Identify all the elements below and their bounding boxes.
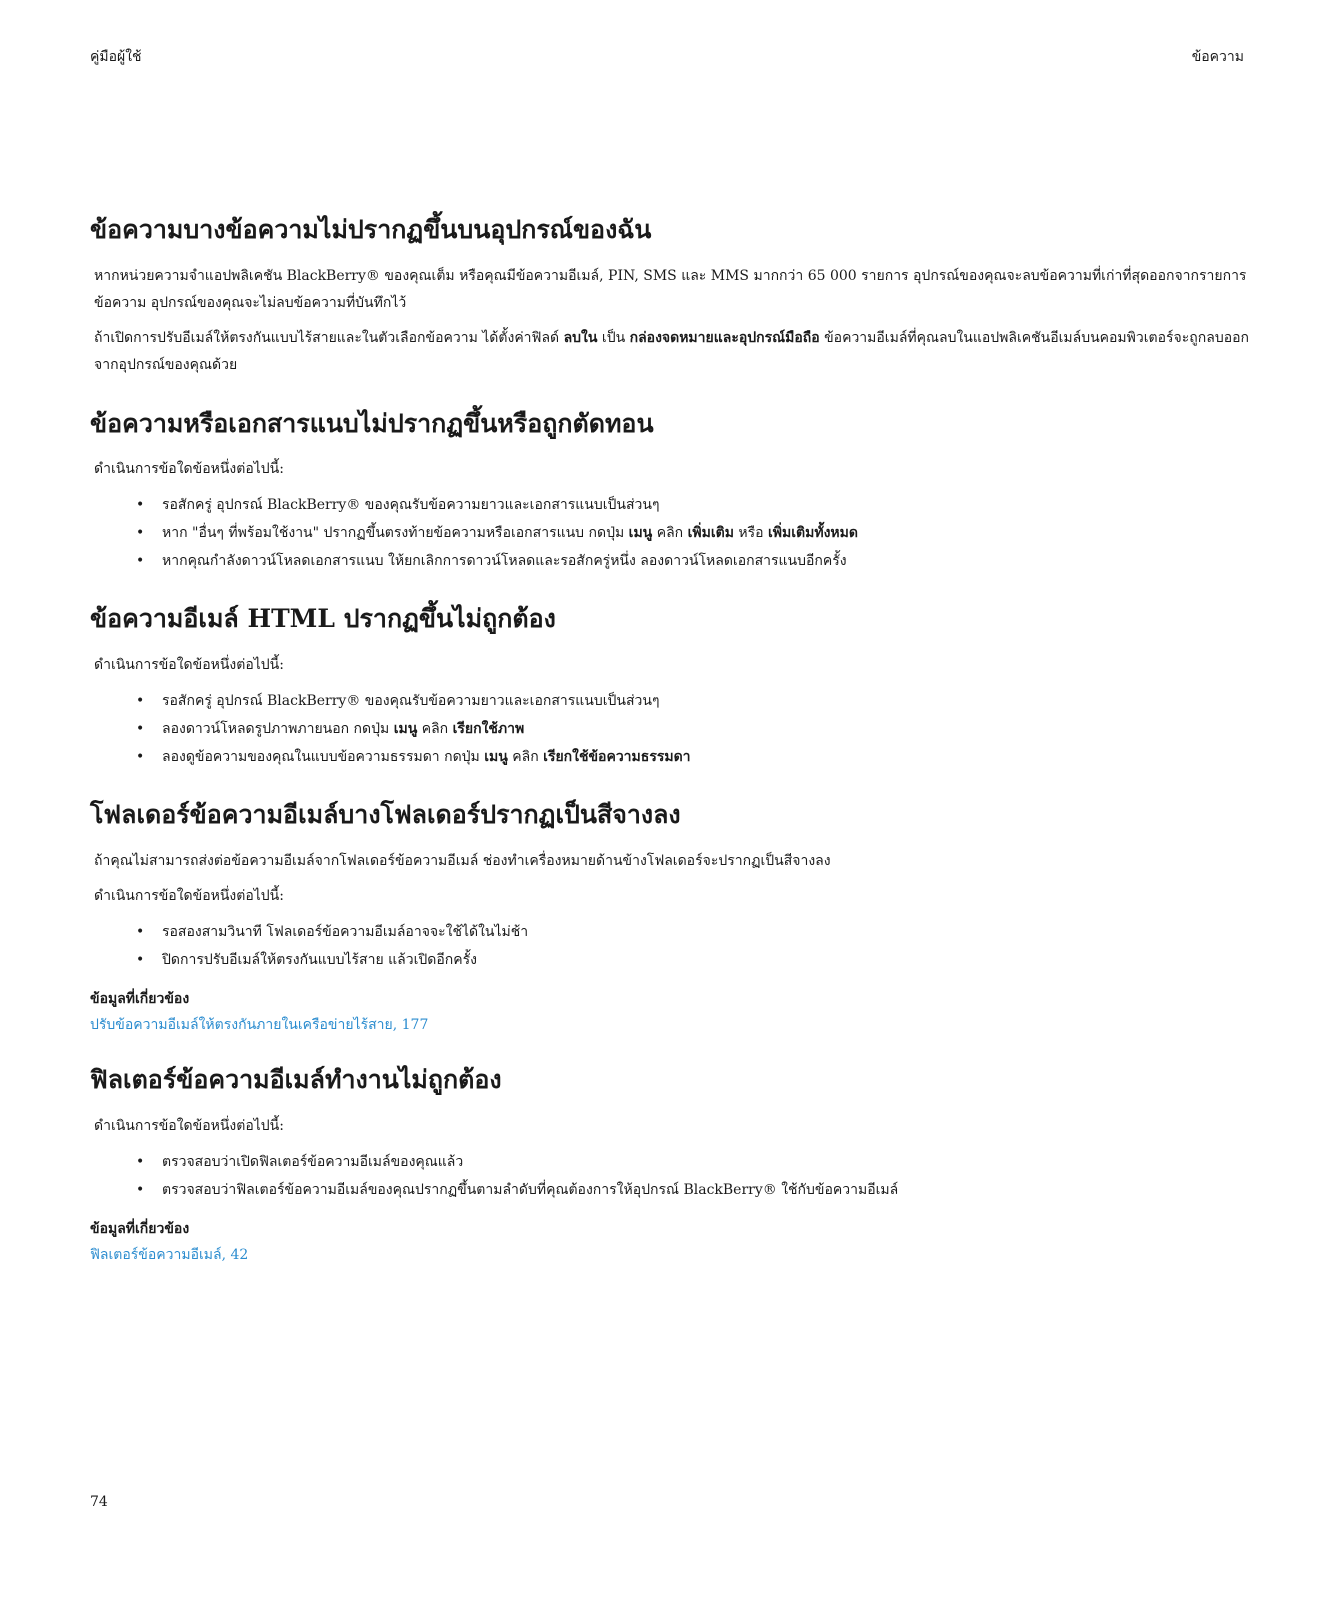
list-item: • ลองดูข้อความของคุณในแบบข้อความธรรมดา กดปุ่ม เมนู คลิก เรียกใช้ข้อความธรรมดา xyxy=(162,743,1250,771)
list-item: • รอสองสามวินาที โฟลเดอร์ข้อความอีเมล์อาจจะใช้ได้ในไม่ช้า xyxy=(162,918,1250,946)
menu-item-more-all: เพิ่มเติมทั้งหมด xyxy=(768,525,858,542)
intro-text: ดำเนินการข้อใดข้อหนึ่งต่อไปนี้: xyxy=(94,656,284,673)
related-info-title: ข้อมูลที่เกี่ยวข้อง xyxy=(90,991,190,1008)
section-title: ข้อความหรือเอกสารแนบไม่ปรากฏขึ้นหรือถูกตัดทอน xyxy=(90,408,654,438)
section-title: โฟลเดอร์ข้อความอีเมล์บางโฟลเดอร์ปรากฏเป็นสีจางลง xyxy=(90,800,681,830)
bullet-list xyxy=(90,918,1250,974)
menu-key-label: เมนู xyxy=(628,525,653,542)
list-item: • รอสักครู่ อุปกรณ์ BlackBerry® ของคุณรับข้อความยาวและเอกสารแนบเป็นส่วนๆ xyxy=(162,687,1250,715)
header-right-chapter: ข้อความ xyxy=(1191,49,1244,65)
page-number: 74 xyxy=(90,1494,108,1510)
list-item: • ลองดาวน์โหลดรูปภาพภายนอก กดปุ่ม เมนู คลิก เรียกใช้ภาพ xyxy=(162,715,1250,743)
page-content xyxy=(90,214,1250,1294)
list-item: • ตรวจสอบว่าฟิลเตอร์ข้อความอีเมล์ของคุณปรากฏขึ้นตามลำดับที่คุณต้องการให้อุปกรณ์ BlackBerry® ใช้กับข้อความอีเมล์ xyxy=(162,1176,1250,1204)
menu-item-get-plain-text: เรียกใช้ข้อความธรรมดา xyxy=(543,749,691,766)
paragraph: หากหน่วยความจำแอปพลิเคชัน BlackBerry® ของคุณเต็ม หรือคุณมีข้อความอีเมล์, PIN, SMS และ MMS มากกว่า 65 000 รายการ อุปกรณ์ของคุณจะลบข้อความที่เก่าที่สุดออกจากรายการข้อความ อุปกรณ์ของคุณจะไม่ลบข้อความที่บันทึกไว้ xyxy=(94,267,1247,311)
related-link[interactable]: ปรับข้อความอีเมล์ให้ตรงกันภายในเครือข่ายไร้สาย, 177 xyxy=(90,1017,429,1034)
section-filters-not-working xyxy=(90,1064,1250,1266)
option-mailbox-and-handheld: กล่องจดหมายและอุปกรณ์มือถือ xyxy=(629,330,820,347)
list-item: • ตรวจสอบว่าเปิดฟิลเตอร์ข้อความอีเมล์ของคุณแล้ว xyxy=(162,1148,1250,1176)
list-item: • หากคุณกำลังดาวน์โหลดเอกสารแนบ ให้ยกเลิกการดาวน์โหลดและรอสักครู่หนึ่ง ลองดาวน์โหลดเอกสารแนบอีกครั้ง xyxy=(162,547,1250,575)
page-header xyxy=(90,46,1244,68)
list-item: • ปิดการปรับอีเมล์ให้ตรงกันแบบไร้สาย แล้วเปิดอีกครั้ง xyxy=(162,946,1250,974)
section-messages-not-shown xyxy=(90,214,1250,380)
menu-key-label: เมนู xyxy=(393,721,418,738)
paragraph: ถ้าคุณไม่สามารถส่งต่อข้อความอีเมล์จากโฟลเดอร์ข้อความอีเมล์ ช่องทำเครื่องหมายด้านข้างโฟลเดอร์จะปรากฏเป็นสีจางลง xyxy=(94,852,831,869)
section-attachments-truncated xyxy=(90,408,1250,576)
section-title: ข้อความอีเมล์ HTML ปรากฏขึ้นไม่ถูกต้อง xyxy=(90,604,556,634)
menu-item-more: เพิ่มเติม xyxy=(687,525,734,542)
field-name-delete-on: ลบใน xyxy=(563,330,598,347)
intro-text: ดำเนินการข้อใดข้อหนึ่งต่อไปนี้: xyxy=(94,888,284,905)
header-left-title: คู่มือผู้ใช้ xyxy=(90,49,142,65)
intro-text: ดำเนินการข้อใดข้อหนึ่งต่อไปนี้: xyxy=(94,1117,284,1134)
section-folders-dimmed xyxy=(90,799,1250,1036)
bullet-list xyxy=(90,491,1250,575)
section-title: ข้อความบางข้อความไม่ปรากฏขึ้นบนอุปกรณ์ของฉัน xyxy=(90,215,652,244)
section-title: ฟิลเตอร์ข้อความอีเมล์ทำงานไม่ถูกต้อง xyxy=(90,1065,502,1095)
list-item: • หาก "อื่นๆ ที่พร้อมใช้งาน" ปรากฏขึ้นตรงท้ายข้อความหรือเอกสารแนบ กดปุ่ม เมนู คลิก เพิ่มเติม หรือ เพิ่มเติมทั้งหมด xyxy=(162,519,1250,547)
paragraph: ถ้าเปิดการปรับอีเมล์ให้ตรงกันแบบไร้สายและในตัวเลือกข้อความ ได้ตั้งค่าฟิลด์ ลบใน เป็น กล่องจดหมายและอุปกรณ์มือถือ ข้อความอีเมล์ที่คุณลบในแอปพลิเคชันอีเมล์บนคอมพิวเตอร์จะถูกลบออกจากอุปกรณ์ของคุณด้วย xyxy=(94,330,1249,374)
bullet-list xyxy=(90,1148,1250,1204)
related-link[interactable]: ฟิลเตอร์ข้อความอีเมล์, 42 xyxy=(90,1247,249,1264)
related-info-title: ข้อมูลที่เกี่ยวข้อง xyxy=(90,1221,190,1238)
intro-text: ดำเนินการข้อใดข้อหนึ่งต่อไปนี้: xyxy=(94,461,284,478)
section-html-email xyxy=(90,603,1250,771)
menu-key-label: เมนู xyxy=(484,749,508,766)
list-item: • รอสักครู่ อุปกรณ์ BlackBerry® ของคุณรับข้อความยาวและเอกสารแนบเป็นส่วนๆ xyxy=(162,491,1250,519)
menu-item-get-images: เรียกใช้ภาพ xyxy=(452,721,525,738)
bullet-list xyxy=(90,687,1250,771)
